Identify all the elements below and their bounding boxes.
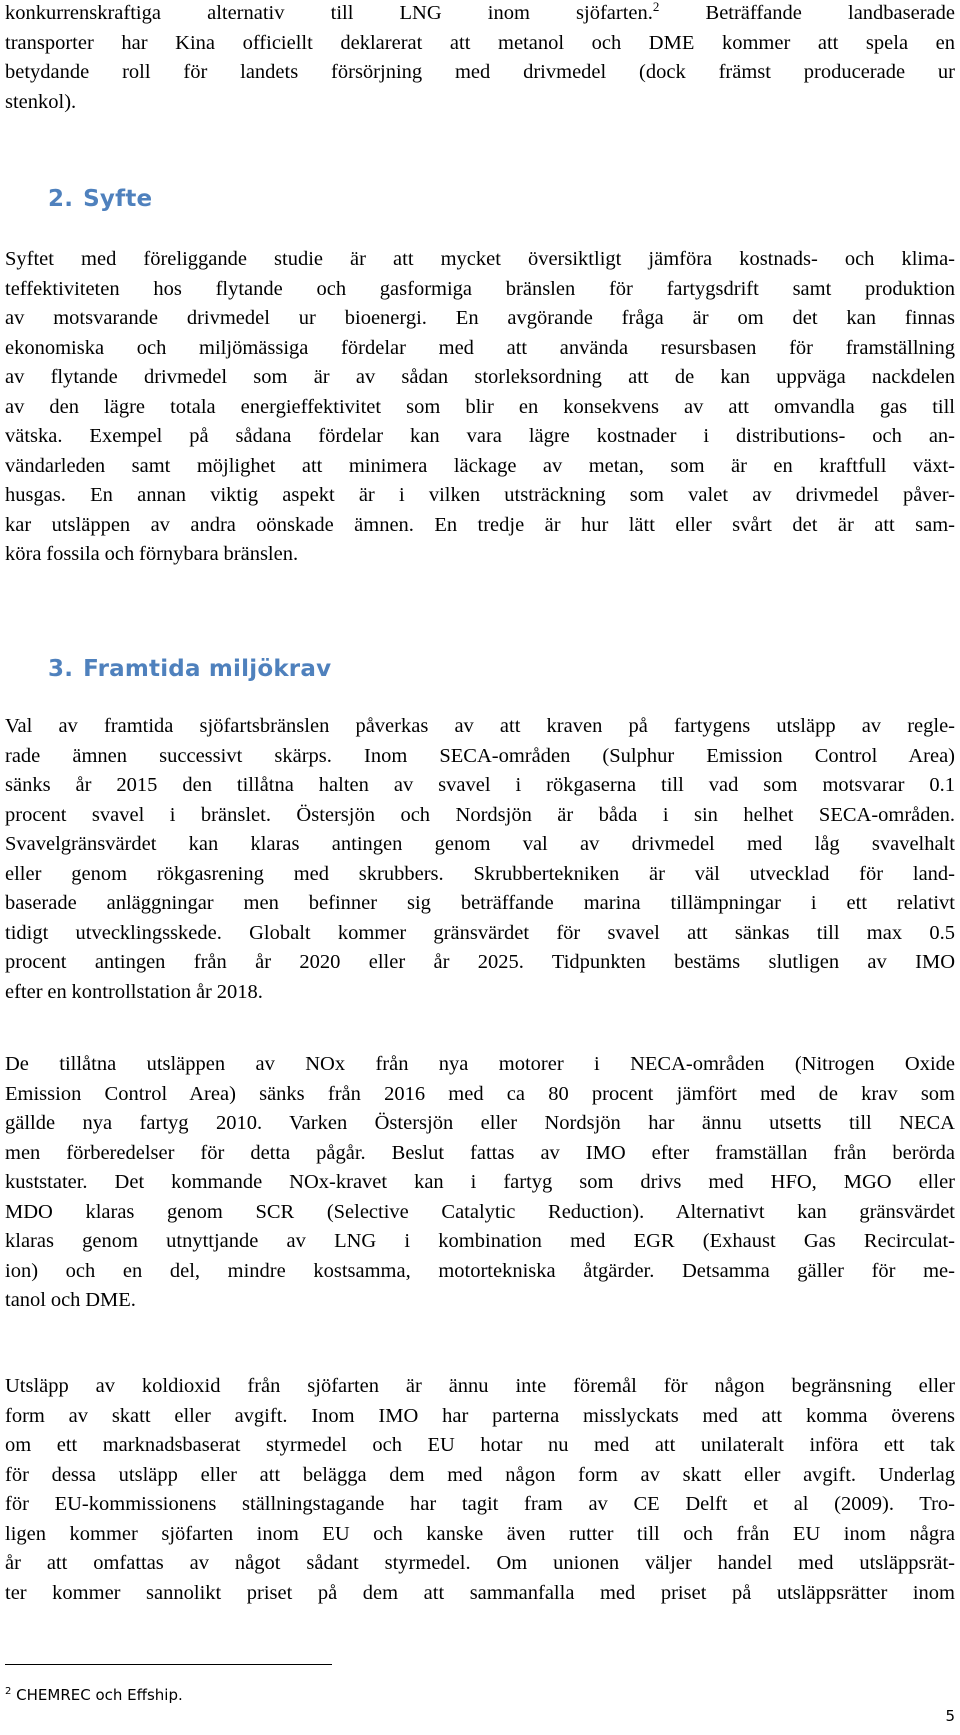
footnote-text: CHEMREC och Effship.	[16, 1686, 183, 1704]
section-heading-framtida-miljokrav: 3. Framtida miljökrav	[48, 656, 332, 682]
section-miljokrav-paragraph-1: Val av framtida sjöfartsbränslen påverkas av att kraven på fartygens utsläpp av regle- rade ämnen successivt skärps. Inom SECA-områden (Sulphur Emission Control Area) sänks år 2015 den tillåtna halten av svavel i rökgaserna till vad som motsvarar 0.1 procent svavel i bränslet. Östersjön och Nordsjön är båda i sin helhet SECA-områden. Svavelgränsvärdet kan klaras antingen genom val av drivmedel med låg svavelhalt eller genom rökgasrening med skrubbers. Skrubbertekniken är väl utvecklad för land- baserade anläggningar men befinner sig beträffande marina tillämpningar i ett relativt tidigt utvecklingsskede. Globalt kommer gränsvärdet för svavel att sänkas till max 0.5 procent antingen från år 2020 eller år 2025. Tidpunkten bestäms slutligen av IMO efter en kontrollstation år 2018.	[5, 715, 955, 1003]
footnote-ref: 2	[652, 0, 660, 15]
section-miljokrav-paragraph-3: Utsläpp av koldioxid från sjöfarten är ännu inte föremål för någon begränsning eller form av skatt eller avgift. Inom IMO har parterna misslyckats med att komma överens om ett marknadsbaserat styrmedel och EU hotar nu med att unilateralt införa ett tak för dessa utsläpp eller att belägga dem med någon form av skatt eller avgift. Underlag för EU-kommissionens ställningstagande har tagit fram av CE Delft et al (2009). Tro- ligen kommer sjöfarten inom EU och kanske även rutter till och från EU inom några år att omfattas av något sådant styrmedel. Om unionen väljer handel med utsläppsrät- ter kommer sannolikt priset på dem att sammanfalla med priset på utsläppsrätter inom	[5, 1375, 955, 1604]
footnote-separator	[5, 1664, 332, 1665]
section-miljokrav-paragraph-2: De tillåtna utsläppen av NOx från nya motorer i NECA-områden (Nitrogen Oxide Emission Control Area) sänks från 2016 med ca 80 procent jämfört med de krav som gällde nya fartyg 2010. Varken Östersjön eller Nordsjön har ännu utsetts till NECA men förberedelser för detta pågår. Beslut fattas av IMO efter framställan från berörda kuststater. Det kommande NOx-kravet kan i fartyg som drivs med HFO, MGO eller MDO klaras genom SCR (Selective Catalytic Reduction). Alternativt kan gränsvärdet klaras genom utnyttjande av LNG i kombination med EGR (Exhaust Gas Recirculat- ion) och en del, mindre kostsamma, motortekniska åtgärder. Detsamma gäller för me- tanol och DME.	[5, 1053, 955, 1311]
section-syfte-paragraph: Syftet med föreliggande studie är att mycket översiktligt jämföra kostnads- och klima- teffektiviteten hos flytande och gasformiga bränslen för fartygsdrift samt produktion av motsvarande drivmedel ur bioenergi. En avgörande fråga är om det kan finnas ekonomiska och miljömässiga fördelar med att använda resursbasen för framställning av flytande drivmedel som är av sådan storleksordning att de kan uppväga nackdelen av den lägre totala energieffektivitet som blir en konsekvens av att omvandla gas till vätska. Exempel på sådana fördelar kan vara lägre kostnader i distributions- och an- vändarleden samt möjlighet att minimera läckage av metan, som är en kraftfull växt- husgas. En annan viktig aspekt är i vilken utsträckning som valet av drivmedel påver- kar utsläppen av andra oönskade ämnen. En tredje är hur lätt eller svårt det är att sam- köra fossila och förnybara bränslen.	[5, 248, 955, 565]
section-heading-syfte: 2. Syfte	[48, 186, 153, 212]
footnote	[5, 1686, 183, 1704]
page-number: 5	[945, 1707, 955, 1725]
intro-paragraph: konkurrenskraftiga alternativ till LNG inom sjöfarten.$^2$ Beträffande landbaserade transporter har Kina officiellt deklarerat att metanol och DME kommer att spela en betydande roll för landets försörjning med drivmedel (dock främst producerade ur stenkol).	[5, 0, 956, 113]
footnote-marker: 2	[5, 1686, 12, 1697]
